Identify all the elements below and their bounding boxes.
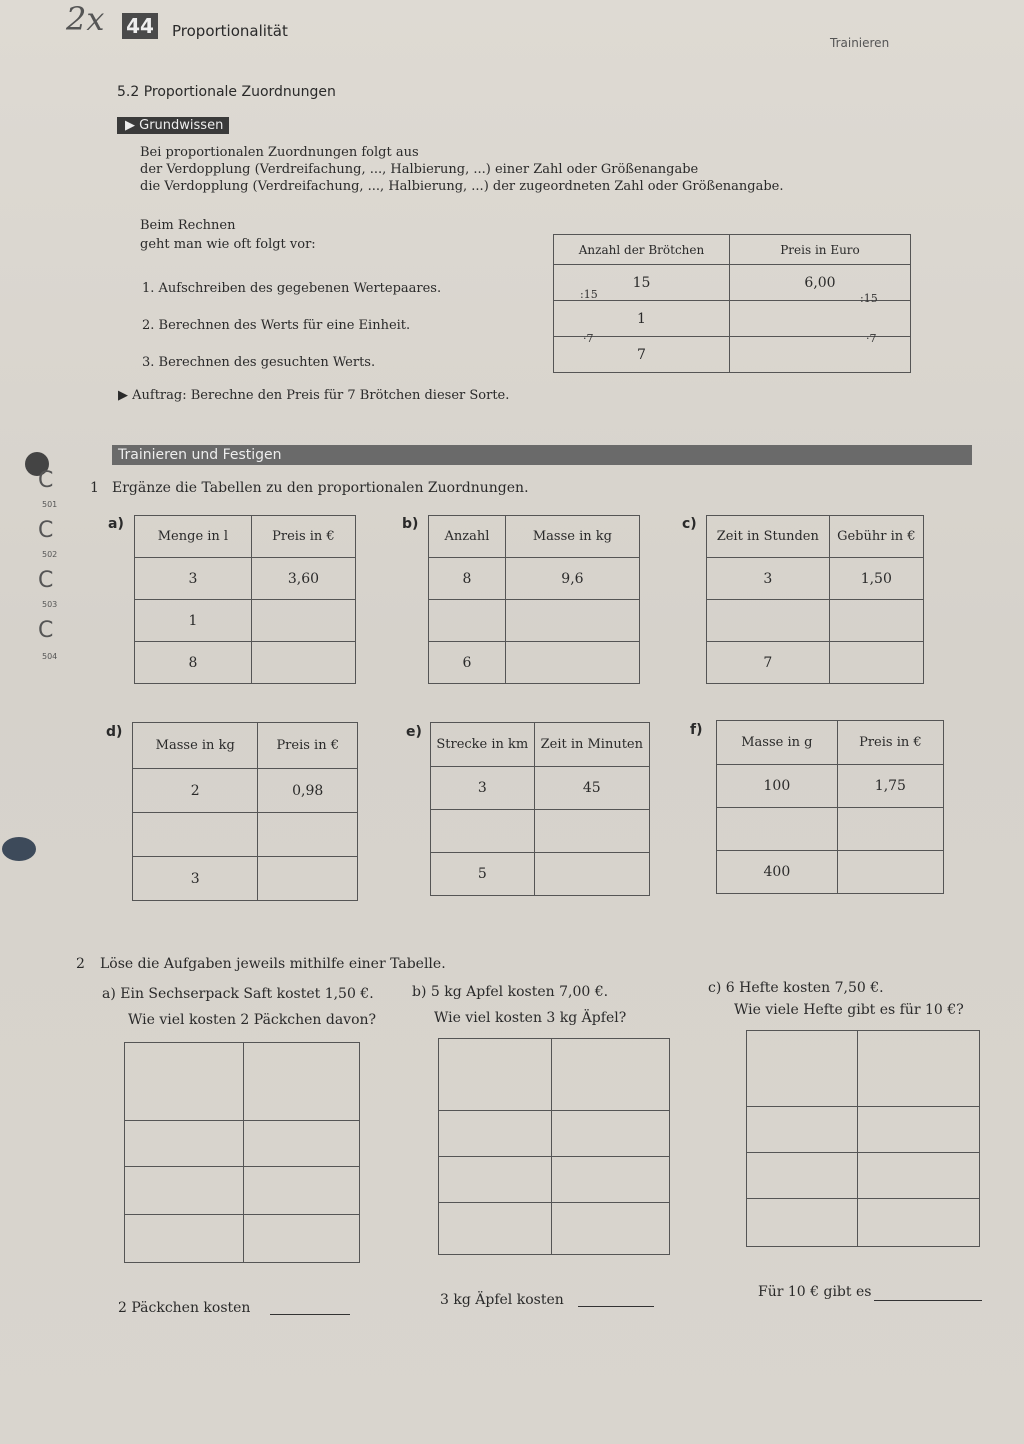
code-icon: C bbox=[38, 618, 54, 643]
table-header: Gebühr in € bbox=[829, 516, 923, 558]
table-cell: 3 bbox=[707, 558, 830, 600]
part-label: a) bbox=[102, 986, 116, 1002]
example-cell: 15 bbox=[554, 265, 730, 301]
auftrag-text: Auftrag: Berechne den Preis für 7 Brötchen dieser Sorte. bbox=[132, 388, 510, 403]
table-cell[interactable] bbox=[431, 810, 535, 853]
blank-table-b[interactable] bbox=[438, 1038, 670, 1255]
code-icon: C bbox=[38, 518, 54, 543]
left-op-divide: :15 bbox=[580, 288, 598, 301]
table-header: Preis in € bbox=[837, 721, 943, 765]
section-title: 5.2 Proportionale Zuordnungen bbox=[117, 84, 336, 100]
left-op-multiply: ·7 bbox=[583, 332, 594, 345]
task2a bbox=[102, 986, 374, 1002]
example-cell bbox=[730, 337, 911, 373]
table-e bbox=[430, 722, 650, 896]
table-b-label: b) bbox=[402, 516, 419, 532]
table-a bbox=[134, 515, 356, 684]
example-cell: 1 bbox=[554, 301, 730, 337]
table-cell: 3,60 bbox=[251, 558, 355, 600]
table-header: Anzahl bbox=[429, 516, 506, 558]
table-cell: 400 bbox=[717, 851, 838, 894]
grundwissen-label bbox=[117, 117, 229, 134]
code-icon: C bbox=[38, 568, 54, 593]
code-503: 503 bbox=[42, 600, 58, 609]
table-cell: 1 bbox=[135, 600, 252, 642]
task1-number: 1 bbox=[90, 480, 99, 496]
table-cell: 0,98 bbox=[258, 769, 358, 813]
right-op-multiply: ·7 bbox=[866, 332, 877, 345]
table-c bbox=[706, 515, 924, 684]
table-cell[interactable] bbox=[837, 851, 943, 894]
table-cell[interactable] bbox=[829, 642, 923, 684]
table-cell[interactable] bbox=[534, 810, 649, 853]
example-header-count: Anzahl der Brötchen bbox=[554, 235, 730, 265]
blank-table-c[interactable] bbox=[746, 1030, 980, 1247]
table-header: Zeit in Minuten bbox=[534, 723, 649, 767]
table-cell: 3 bbox=[431, 767, 535, 810]
intro-line: Bei proportionalen Zuordnungen folgt aus bbox=[140, 145, 419, 160]
answer-a bbox=[118, 1300, 250, 1316]
intro-text bbox=[140, 144, 784, 195]
step-3: 3. Berechnen des gesuchten Werts. bbox=[142, 355, 376, 370]
table-cell: 100 bbox=[717, 765, 838, 808]
table-cell[interactable] bbox=[251, 600, 355, 642]
table-header: Preis in € bbox=[251, 516, 355, 558]
table-cell: 2 bbox=[133, 769, 258, 813]
code-504: 504 bbox=[42, 652, 58, 661]
play-arrow-icon: ▶ bbox=[125, 118, 135, 133]
blank-table-a[interactable] bbox=[124, 1042, 360, 1263]
code-502: 502 bbox=[42, 550, 58, 559]
table-e-label: e) bbox=[406, 724, 422, 740]
example-table bbox=[553, 234, 911, 373]
answer-c-line[interactable] bbox=[874, 1286, 982, 1301]
table-cell[interactable] bbox=[133, 813, 258, 857]
table-cell: 8 bbox=[135, 642, 252, 684]
table-header: Preis in € bbox=[258, 723, 358, 769]
table-header: Strecke in km bbox=[431, 723, 535, 767]
step-2: 2. Berechnen des Werts für eine Einheit. bbox=[142, 318, 411, 333]
table-header: Masse in g bbox=[717, 721, 838, 765]
table-header: Menge in l bbox=[135, 516, 252, 558]
table-cell: 45 bbox=[534, 767, 649, 810]
task1-text: Ergänze die Tabellen zu den proportionalen Zuordnungen. bbox=[112, 480, 529, 496]
answer-c-text: Für 10 € gibt es bbox=[758, 1284, 872, 1300]
example-cell: 7 bbox=[554, 337, 730, 373]
answer-a-line[interactable] bbox=[270, 1300, 350, 1315]
table-cell[interactable] bbox=[829, 600, 923, 642]
table-cell: 8 bbox=[429, 558, 506, 600]
example-header-price: Preis in Euro bbox=[730, 235, 911, 265]
table-cell[interactable] bbox=[505, 642, 639, 684]
rechnen-line: Beim Rechnen bbox=[140, 218, 236, 233]
part-line: 6 Hefte kosten 7,50 €. bbox=[725, 980, 884, 996]
running-header-right: Trainieren bbox=[830, 36, 890, 50]
training-label: Trainieren und Festigen bbox=[112, 445, 972, 465]
table-cell[interactable] bbox=[258, 857, 358, 901]
margin-mark: 2x bbox=[66, 0, 105, 38]
part-label: b) bbox=[412, 984, 427, 1000]
answer-b bbox=[440, 1292, 564, 1308]
table-header: Masse in kg bbox=[133, 723, 258, 769]
table-cell[interactable] bbox=[534, 853, 649, 896]
task2c bbox=[708, 980, 884, 996]
table-a-label: a) bbox=[108, 516, 124, 532]
chapter-title: Proportionalität bbox=[172, 22, 288, 40]
table-header: Zeit in Stunden bbox=[707, 516, 830, 558]
answer-b-text: 3 kg Äpfel kosten bbox=[440, 1292, 564, 1308]
table-cell[interactable] bbox=[251, 642, 355, 684]
table-d-label: d) bbox=[106, 724, 123, 740]
task2-text: Löse die Aufgaben jeweils mithilfe einer Tabelle. bbox=[100, 956, 446, 972]
part-line: 5 kg Apfel kosten 7,00 €. bbox=[430, 984, 609, 1000]
auftrag bbox=[118, 388, 509, 403]
table-cell[interactable] bbox=[717, 808, 838, 851]
task2c-question: Wie viele Hefte gibt es für 10 €? bbox=[734, 1002, 964, 1018]
table-cell[interactable] bbox=[505, 600, 639, 642]
step-1: 1. Aufschreiben des gegebenen Wertepaares. bbox=[142, 281, 442, 296]
page-number: 44 bbox=[122, 13, 158, 39]
table-cell: 3 bbox=[135, 558, 252, 600]
task2a-question: Wie viel kosten 2 Päckchen davon? bbox=[128, 1012, 377, 1028]
right-op-divide: :15 bbox=[860, 292, 878, 305]
play-arrow-icon: ▶ bbox=[118, 388, 133, 403]
table-cell[interactable] bbox=[429, 600, 506, 642]
table-f bbox=[716, 720, 944, 894]
rechnen-text bbox=[140, 216, 316, 254]
part-line: Ein Sechserpack Saft kostet 1,50 €. bbox=[120, 986, 374, 1002]
table-cell: 1,75 bbox=[837, 765, 943, 808]
task2b bbox=[412, 984, 608, 1000]
code-501: 501 bbox=[42, 500, 58, 509]
table-cell: 9,6 bbox=[505, 558, 639, 600]
part-label: c) bbox=[708, 980, 722, 996]
table-f-label: f) bbox=[690, 722, 703, 738]
grundwissen-text: Grundwissen bbox=[139, 118, 224, 133]
table-cell: 5 bbox=[431, 853, 535, 896]
example-cell: 6,00 bbox=[730, 265, 911, 301]
task2b-question: Wie viel kosten 3 kg Äpfel? bbox=[434, 1010, 627, 1026]
intro-line: die Verdopplung (Verdreifachung, ..., Halbierung, ...) der zugeordneten Zahl oder Größenangabe. bbox=[140, 179, 784, 194]
table-cell[interactable] bbox=[258, 813, 358, 857]
rechnen-line: geht man wie oft folgt vor: bbox=[140, 237, 316, 252]
task2-number: 2 bbox=[76, 956, 85, 972]
answer-c bbox=[758, 1284, 871, 1300]
table-cell: 6 bbox=[429, 642, 506, 684]
intro-line: der Verdopplung (Verdreifachung, ..., Halbierung, ...) einer Zahl oder Größenangabe bbox=[140, 162, 699, 177]
answer-a-text: 2 Päckchen kosten bbox=[118, 1300, 251, 1316]
answer-b-line[interactable] bbox=[578, 1292, 654, 1307]
table-cell[interactable] bbox=[837, 808, 943, 851]
table-cell: 1,50 bbox=[829, 558, 923, 600]
table-cell[interactable] bbox=[707, 600, 830, 642]
table-b bbox=[428, 515, 640, 684]
code-icon: C bbox=[38, 468, 54, 493]
table-cell: 3 bbox=[133, 857, 258, 901]
example-cell bbox=[730, 301, 911, 337]
table-cell: 7 bbox=[707, 642, 830, 684]
table-c-label: c) bbox=[682, 516, 697, 532]
table-header: Masse in kg bbox=[505, 516, 639, 558]
table-d bbox=[132, 722, 358, 901]
level-dot bbox=[2, 837, 36, 861]
